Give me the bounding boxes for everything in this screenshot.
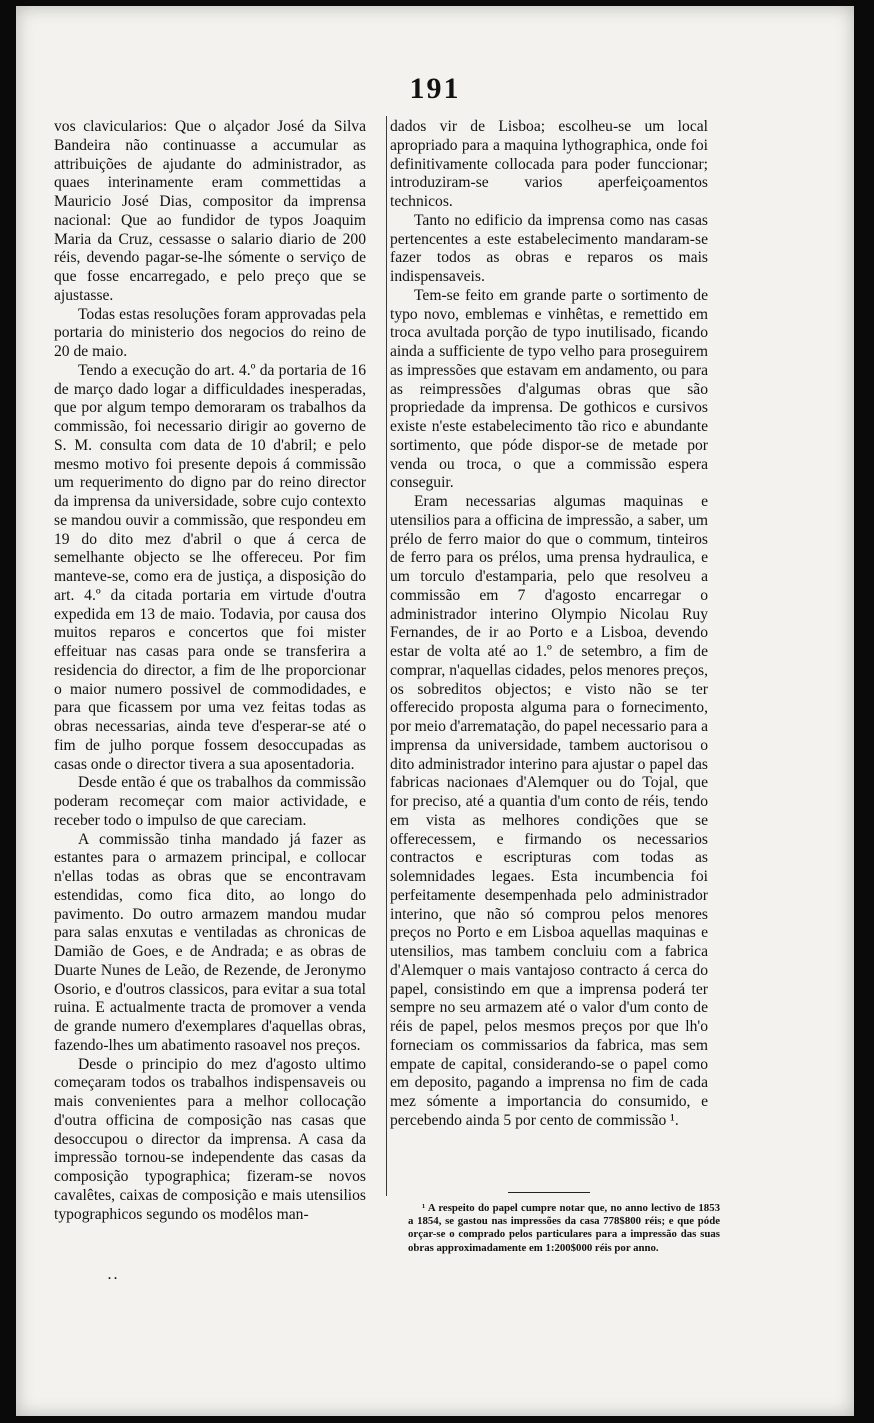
footnote-text: ¹ A respeito do papel cumpre notar que, no anno lectivo de 1853 a 1854, se gastou nas impressões da casa 778$800 réis; e que póde orçar-se o comprado pelos particulares para a impressão das suas obras approximadamente em 1:200$000 réis por anno. [408, 1202, 720, 1254]
column-divider [386, 116, 387, 1196]
document-page [16, 6, 854, 1416]
paragraph: A commissão tinha mandado já fazer as estantes para o armazem principal, e collocar n'ellas todas as obras que se encontravam estendidas, como fica dito, ao longo do pavimento. Do outro armazem mandou mudar para salas enxutas e ventiladas as chronicas de Damião de Goes, e de Andrada; e as obras de Duarte Nunes de Leão, de Rezende, de Jeronymo Osorio, e d'outros classicos, para evitar a sua total ruina. E actualmente tracta de promover a venda de grande numero d'exemplares d'aquellas obras, fazendo-lhes um abatimento rasoavel nos preços. [54, 830, 366, 1054]
right-column [390, 118, 708, 1131]
left-column [54, 118, 366, 1224]
paragraph: vos clavicularios: Que o alçador José da Silva Bandeira não continuasse a accumular as attribuições de ajudante do administrador, as quaes interinamente eram commettidas a Mauricio José Dias, compositor da imprensa nacional: Que ao fundidor de typos Joaquim Maria da Cruz, cessasse o salario diario de 200 réis, devendo pagar-se-lhe sómente o serviço de que fosse encarregado, e pelo preço que se ajustasse. [54, 118, 366, 304]
paragraph: Desde o principio do mez d'agosto ultimo começaram todos os trabalhos indispensaveis ou mais convenientes para a melhor collocação d'outra officina de composição nas casas que desoccupou o director da imprensa. A casa da impressão tornou-se independente das casas da composição typographica; fizeram-se novos cavalêtes, caixas de composição e mais utensilios typographicos segundo os modêlos man- [54, 1055, 366, 1223]
paragraph: Tem-se feito em grande parte o sortimento de typo novo, emblemas e vinhêtas, e remettido em troca avultada porção de typo inutilisado, ficando ainda a sufficiente de typo velho para proseguirem as impressões que estavam em andamento, ou para as reimpressões d'algumas obras que são propriedade da imprensa. De gothicos e cursivos existe n'este estabelecimento tão rico e abundante sortimento, que póde dispor-se de metade por venda ou troca, o que a commissão espera conseguir. [390, 286, 708, 492]
paragraph: Desde então é que os trabalhos da commissão poderam recomeçar com maior actividade, e receber todo o impulso de que careciam. [54, 774, 366, 829]
footnote-rule [508, 1192, 590, 1193]
paragraph: Tanto no edificio da imprensa como nas casas pertencentes a este estabelecimento mandaram-se fazer todos as obras e reparos os mais indispensaveis. [390, 211, 708, 285]
paragraph: Tendo a execução do art. 4.º da portaria de 16 de março dado logar a difficuldades inesperadas, que por algum tempo demoraram os trabalhos da commissão, foi necessario dirigir ao governo de S. M. consulta com data de 10 d'abril; e pelo mesmo motivo foi presente depois á commissão um requerimento do digno par do reino director da imprensa da universidade, sobre cujo contexto se mandou ouvir a commissão, que respondeu em 19 do dito mez d'abril o que á cerca de semelhante objecto se lhe offereceu. Por fim manteve-se, como era de justiça, a disposição do art. 4.º da citada portaria em virtude d'outra expedida em 13 de maio. Todavia, por causa dos muitos reparos e concertos que foi mister effeituar nas casas para onde se transferira a residencia do director, a fim de lhe proporcionar o maior numero possivel de commodidades, e para que ficassem por uma vez feitas todas as obras necessarias, ainda teve d'esperar-se até o fim de julho porque fossem desoccupadas as casas onde o director tivera a sua aposentadoria. [54, 361, 366, 773]
page-number: 191 [409, 72, 461, 105]
paragraph: dados vir de Lisboa; escolheu-se um local apropriado para a maquina lythographica, onde foi definitivamente collocada para poder funccionar; introduziram-se varios aperfeiçoamentos technicos. [390, 118, 708, 210]
paragraph: Todas estas resoluções foram approvadas pela portaria do ministerio dos negocios do reino de 20 de maio. [54, 305, 366, 360]
footnote [408, 1202, 720, 1255]
paragraph: Eram necessarias algumas maquinas e utensilios para a officina de impressão, a saber, um prélo de ferro maior do que o commum, tinteiros de ferro para os prélos, uma prensa hydraulica, e um torculo d'estamparia, pelo que resolveu a commissão em 7 d'agosto encarregar o administrador interino Olympio Nicolau Ruy Fernandes, de ir ao Porto e a Lisboa, devendo estar de volta até ao 1.º de setembro, a fim de comprar, n'aquellas cidades, pelos menores preços, os sobreditos objectos; e visto não se ter offerecido proposta alguma para o fornecimento, por meio d'arrematação, do papel necessario para a imprensa da universidade, tambem auctorisou o dito administrador interino para ajustar o papel das fabricas nacionaes d'Alemquer ou do Tojal, que for preciso, até a quantia d'um conto de réis, tendo em vista as melhores condições que se offerecessem, e firmando os necessarios contractos e escripturas com todas as solemnidades legaes. Esta incumbencia foi perfeitamente desempenhada pelo administrador interino, que não só comprou pelos menores preços no Porto e em Lisboa aquellas maquinas e utensilios, mas tambem concluiu com a fabrica d'Alemquer o mais vantajoso contracto á cerca do papel, consistindo em que a imprensa poderá ter sempre no seu armazem até o valor d'um conto de réis de papel, pelos mesmos preços por que lh'o forneciam os commissarios da fabrica, mas sem empate de capital, considerando-se o papel como em deposito, pagando a imprensa no fim de cada mez sómente a importancia do consumido, e percebendo ainda 5 por cento de commissão ¹. [390, 493, 708, 1129]
printer-mark: . . [108, 1268, 117, 1282]
